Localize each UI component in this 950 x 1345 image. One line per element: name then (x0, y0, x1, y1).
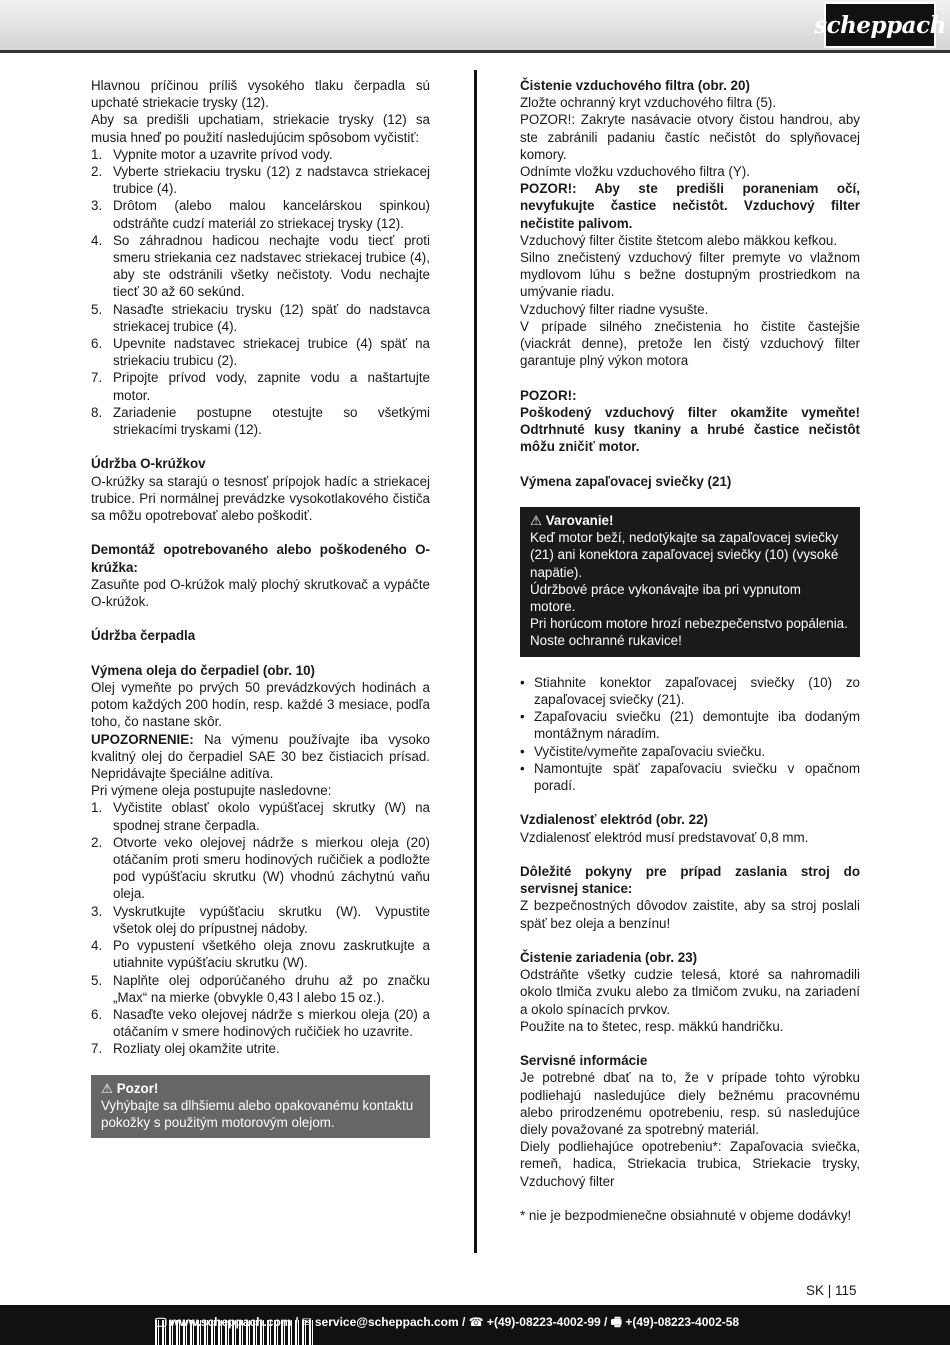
oring-remove-heading: Demontáž opotrebovaného alebo poškodeného O-krúžka: (91, 542, 430, 575)
header-band (0, 0, 950, 53)
list-item: 2. Otvorte veko olejovej nádrže s mierkou oleja (20) otáčaním proti smeru hodinových ručičiek a podložte pod vypúšťaciu skrutku (W) vhodnú záchytnú vaňu oleja. (91, 834, 430, 902)
oring-remove-text: Zasuňte pod O-krúžok malý plochý skrutkovač a vypáčte O-krúžok. (91, 576, 430, 610)
clean-text: Použite na to štetec, resp. mäkkú handričku. (520, 1018, 784, 1034)
brand-logo: scheppach (824, 2, 936, 48)
attention-label: POZOR!: (520, 387, 577, 403)
filter-line: Zložte ochranný kryt vzduchového filtra (5). (520, 95, 777, 111)
filter-heading: Čistenie vzduchového filtra (obr. 20) (520, 78, 750, 93)
gap-text: Vzdialenosť elektród musí predstavovať 0,8 mm. (520, 829, 809, 845)
oil-text: Olej vymeňte po prvých 50 prevádzkových hodinách a potom každých 200 hodín, resp. každé 3 mesiace, podľa toho, čo nastane skôr. (91, 680, 430, 730)
service-parts: Diely podliehajúce opotrebeniu*: Zapaľovacia sviečka, remeň, hadica, Striekacia trubica, Striekacie trysky, Vzduchový filter (520, 1139, 860, 1189)
list-item: 7. Rozliaty olej okamžite utrite. (91, 1041, 280, 1057)
caution-text: Vyhýbajte sa dlhšiemu alebo opakovanému kontaktu pokožky s použitým motorovým olejom. (101, 1097, 414, 1131)
filter-line: Vzduchový filter riadne vysušte. (520, 301, 709, 317)
oring-heading: Údržba O-krúžkov (91, 456, 206, 472)
list-item: 5. Nasaďte striekaciu trysku (12) späť do nadstavca striekacej trubice (4). (91, 301, 430, 334)
page-number: SK | 115 (806, 1283, 857, 1298)
pump-heading: Údržba čerpadla (91, 628, 196, 644)
list-item: • Zapaľovaciu sviečku (21) demontujte iba dodaným montážnym náradím. (520, 709, 860, 742)
footer-contact: 🖵 www.scheppach.com / ✉ service@scheppach.com / ☎ +(49)-08223-4002-99 / 🖷 +(49)-08223-4002-58 (155, 1315, 740, 1329)
list-item: 3. Vyskrutkujte vypúšťaciu skrutku (W). Vypustite všetok olej do prípustnej nádoby. (91, 903, 430, 936)
warning-box (520, 507, 860, 657)
oil-steps (91, 799, 430, 1057)
list-item: • Stiahnite konektor zapaľovacej sviečky (10) zo zapaľovacej sviečky (21). (520, 674, 860, 708)
storage-heading: Dôležité pokyny pre prípad zaslania stroj do servisnej stanice: (520, 864, 860, 897)
clean-heading: Čistenie zariadenia (obr. 23) (520, 950, 698, 966)
service-text: Je potrebné dbať na to, že v prípade tohto výrobku podliehajú nasledujúce diely bežnému pracovnému alebo prirodzenému opotrebeniu, resp. sú nasledujúce diely považované za spotrebný materiál. (520, 1070, 860, 1138)
caution-title: ⚠ Pozor! (101, 1080, 159, 1096)
list-item: 6. Upevnite nadstavec striekacej trubice (4) späť na striekaciu trubicu (2). (91, 336, 430, 369)
list-item: 6. Nasaďte veko olejovej nádrže s mierkou oleja (20) a otáčaním v smere hodinových ručičiek ho uzavrite. (91, 1006, 430, 1040)
list-item: 1. Vyčistite oblasť okolo vypúšťacej skrutky (W) na spodnej strane čerpadla. (91, 800, 430, 833)
oil-notice: UPOZORNENIE: Na výmenu používajte iba vysoko kvalitný olej do čerpadiel SAE 30 bez čistiacich prísad. Nepridávajte špeciálne aditíva. (91, 731, 430, 782)
storage-text: Z bezpečnostných dôvodov zaistite, aby sa stroj poslali späť bez oleja a benzínu! (520, 898, 860, 931)
list-item: • Vyčistite/vymeňte zapaľovaciu sviečku. (520, 743, 766, 759)
warning-line: Pri horúcom motore hrozí nebezpečenstvo popálenia. Noste ochranné rukavice! (530, 616, 848, 649)
filter-line: Vzduchový filter čistite štetcom alebo mäkkou kefkou. (520, 232, 838, 248)
nozzle-steps (91, 146, 430, 438)
caution-box (91, 1075, 430, 1139)
oil-procedure: Pri výmene oleja postupujte nasledovne: (91, 783, 332, 799)
list-item: 8. Zariadenie postupne otestujte so všetkými striekacími tryskami (12). (91, 404, 430, 438)
list-item: 4. So záhradnou hadicou nechajte vodu tiecť proti smeru striekania cez nadstavec striekacej trubice (4), aby ste odstránili všetky nečistoty. Vodu nechajte tiecť 30 až 60 sekúnd. (91, 232, 430, 300)
service-note: * nie je bezpodmienečne obsiahnuté v objeme dodávky! (520, 1208, 852, 1224)
list-item: 4. Po vypustení všetkého oleja znovu zaskrutkujte a utiahnite vypúšťaciu skrutku (W). (91, 938, 430, 971)
list-item: 2. Vyberte striekaciu trysku (12) z nadstavca striekacej trubice (4). (91, 164, 430, 197)
filter-line: V prípade silného znečistenia ho čistite častejšie (viackrát denne), pretože len čistý vzduchový filter garantuje plný výkon motora (520, 318, 860, 369)
warning-title: ⚠ Varovanie! (530, 513, 614, 529)
list-item: 5. Naplňte olej odporúčaného druhu až po značku „Max“ na mierke (obvykle 0,43 l alebo 15 oz.). (91, 972, 430, 1005)
filter-line: POZOR!: Zakryte nasávacie otvory čistou handrou, aby ste zabránili padaniu častíc nečistôt do splyňovacej komory. (520, 112, 860, 162)
spark-heading: Výmena zapaľovacej sviečky (21) (520, 473, 732, 489)
filter-line: Odnímte vložku vzduchového filtra (Y). (520, 164, 750, 180)
spark-steps (520, 674, 860, 794)
gap-heading: Vzdialenosť elektród (obr. 22) (520, 812, 708, 828)
oil-heading: Výmena oleja do čerpadiel (obr. 10) (91, 662, 315, 678)
filter-line: Silno znečistený vzduchový filter premyte vo vlažnom mydlovom lúhu s bežne dostupným prostriedkom na umývanie riadu. (520, 250, 860, 300)
oring-text: O-krúžky sa starajú o tesnosť prípojok hadíc a striekacej trubice. Pri normálnej prevádzke vysokotlakového čističa sa môžu opotrebovať alebo poškodiť. (91, 473, 430, 524)
list-item: 1. Vypnite motor a uzavrite prívod vody. (91, 146, 333, 162)
nozzle-intro: Aby sa predišli upchatiam, striekacie trysky (12) sa musia hneď po použití nasledujúcim spôsobom vyčistiť: (91, 112, 430, 145)
warning-line: Keď motor beží, nedotýkajte sa zapaľovacej sviečky (21) ani konektora zapaľovacej sviečky (10) (vysoké napätie). (530, 530, 839, 580)
column-divider (474, 70, 477, 1253)
attention-text: Poškodený vzduchový filter okamžite vymeňte! Odtrhnuté kusy tkaniny a hrubé častice nečistôt môžu zničiť motor. (520, 404, 860, 455)
list-item: 3. Drôtom (alebo malou kancelárskou spinkou) odstráňte cudzí materiál zo striekacej trysky (12). (91, 198, 430, 231)
left-column (91, 77, 430, 1138)
list-item: 7. Pripojte prívod vody, zapnite vodu a naštartujte motor. (91, 370, 430, 403)
intro-text: Hlavnou príčinou príliš vysokého tlaku čerpadla sú upchaté striekacie trysky (12). (91, 78, 430, 111)
warning-line: Údržbové práce vykonávajte iba pri vypnutom motore. (530, 581, 801, 615)
clean-text: Odstráňte všetky cudzie telesá, ktoré sa nahromadili okolo tlmiča zvuku alebo za tlmičom zvuku, na zariadení a okolo spínacích prvkov. (520, 967, 860, 1017)
filter-warning: POZOR!: Aby ste predišli poraneniam očí, nevyfukujte častice nečistôt. Vzduchový filter nečistite palivom. (520, 181, 860, 231)
right-column (520, 77, 860, 1224)
service-heading: Servisné informácie (520, 1053, 648, 1069)
list-item: • Namontujte späť zapaľovaciu sviečku v opačnom poradí. (520, 760, 860, 794)
